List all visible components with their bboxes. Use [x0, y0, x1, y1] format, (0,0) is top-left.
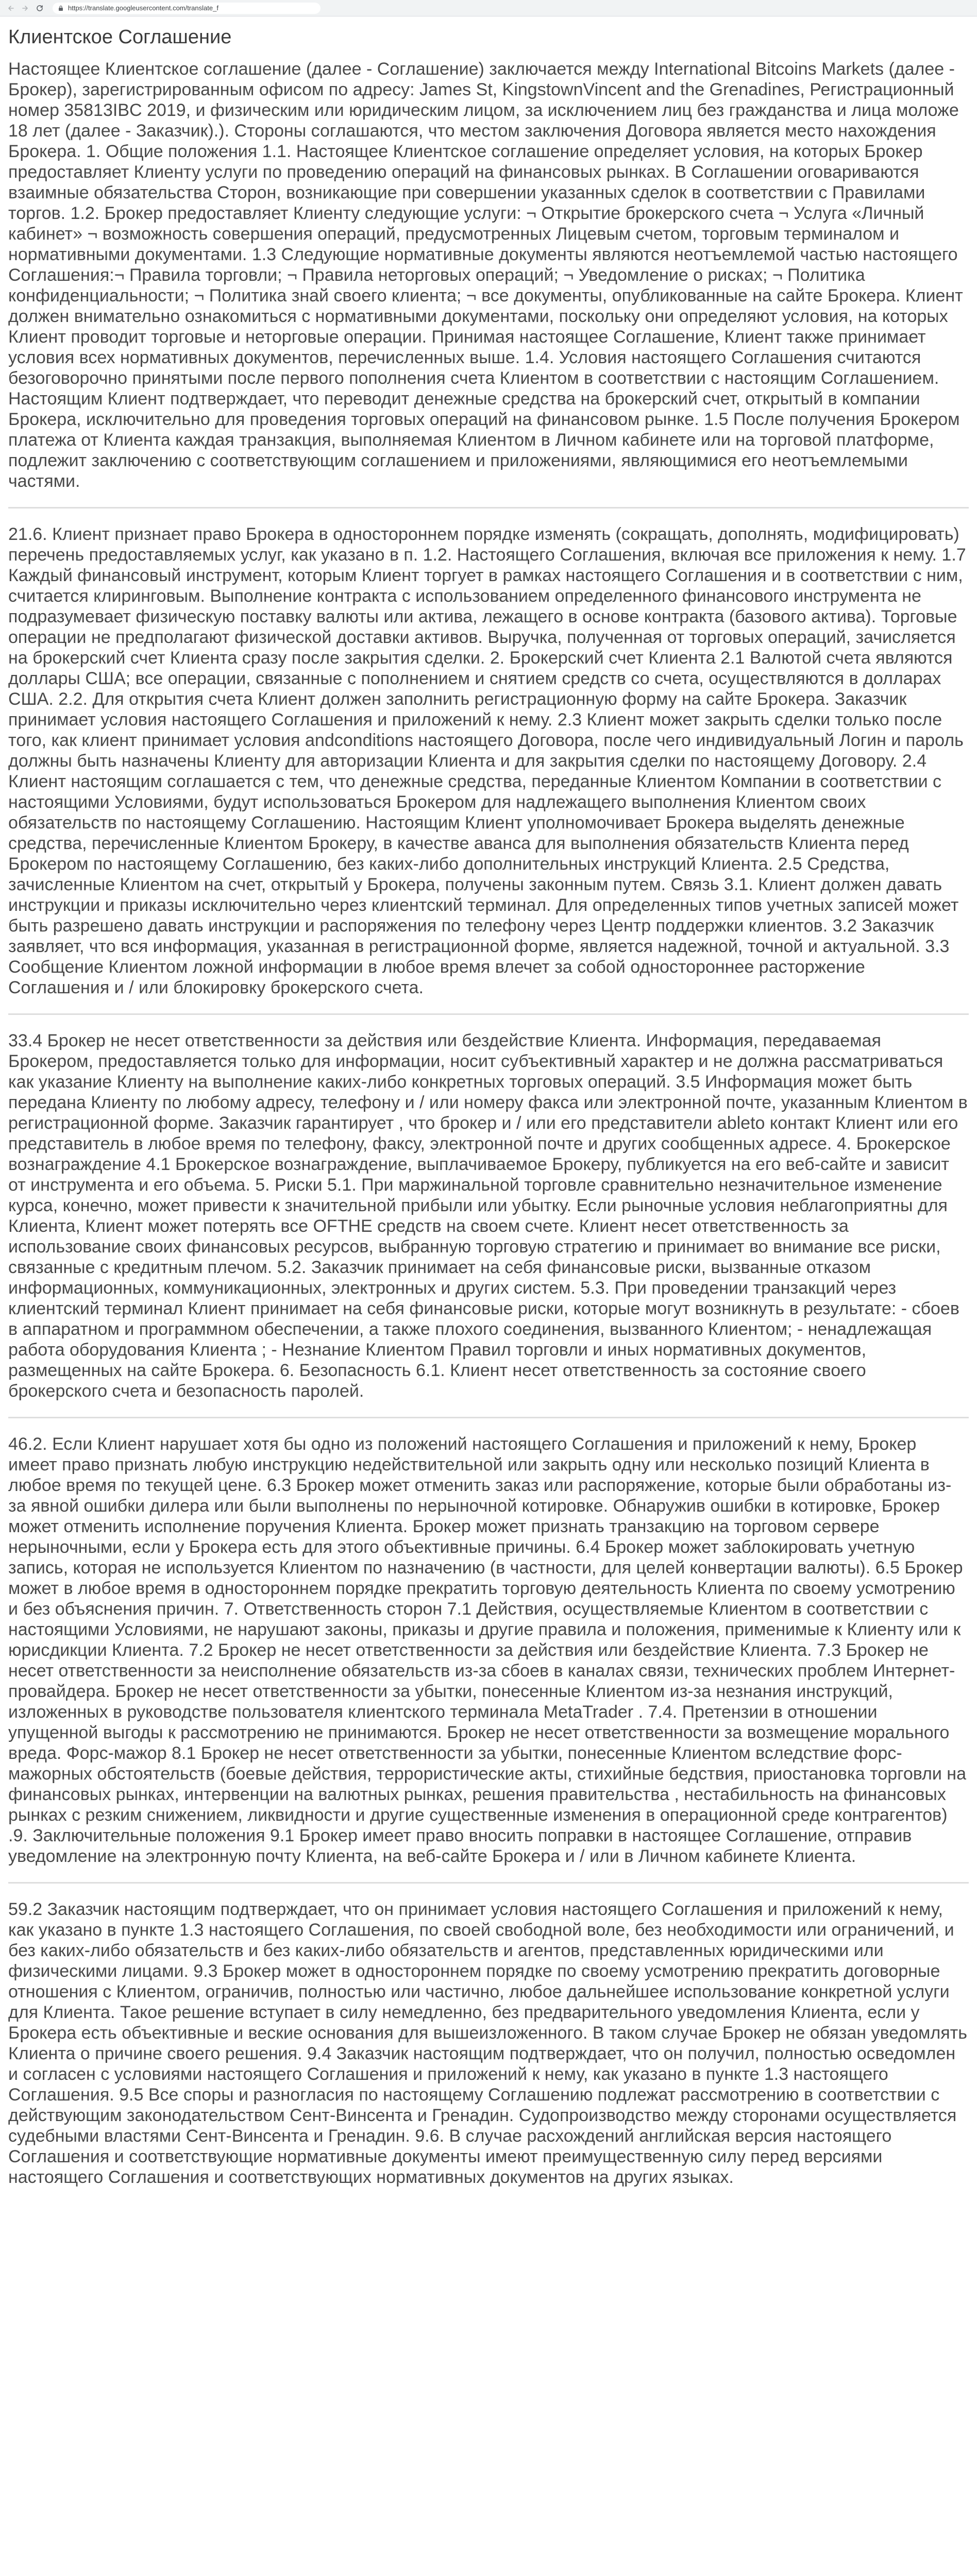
- address-bar[interactable]: [53, 3, 321, 14]
- forward-button[interactable]: [20, 3, 31, 14]
- browser-toolbar: [0, 0, 977, 16]
- paragraph-5: 59.2 Заказчик настоящим подтверждает, что он принимает условия настоящего Соглашения и приложений к нему, как указано в пункте 1.3 настоящего Соглашения, по своей свободной воле, без необходимости или ограничений, и без каких-либо обязательств и без каких-либо обязательств и агентов, представленных юридическими или физическими лицами. 9.3 Брокер может в одностороннем порядке по своему усмотрению прекратить договорные отношения с Клиентом, ограничив, полностью или частично, любое дальнейшее использование конкретной услуги для Клиента. Такое решение вступает в силу немедленно, без предварительного уведомления Клиента, если у Брокера есть объективные и веские основания для вышеизложенного. В таком случае Брокер не обязан уведомлять Клиента о причине своего решения. 9.4 Заказчик настоящим подтверждает, что он получил, полностью осведомлен и согласен с условиями настоящего Соглашения и приложений к нему, как указано в пункте 1.3 настоящего Соглашения. 9.5 Все споры и разногласия по настоящему Соглашению подлежат рассмотрению в соответствии с действующим законодательством Сент-Винсента и Гренадин. Судопроизводство между сторонами осуществляется судебными властями Сент-Винсента и Гренадин. 9.6. В случае расхождений английская версия настоящего Соглашения и соответствующие нормативные документы имеют преимущественную силу перед версиями настоящего Соглашения и соответствующих нормативных документов на других языках.: [8, 1900, 967, 2187]
- document-page: [0, 16, 977, 2218]
- paragraph-4: 46.2. Если Клиент нарушает хотя бы одно из положений настоящего Соглашения и приложений к нему, Брокер имеет право признать любую инструкцию недействительной или закрыть одну или несколько позиций Клиента в любое время по текущей цене. 6.3 Брокер может отменить заказ или распоряжение, которые были обработаны из-за явной ошибки дилера или были выполнены по нерыночной котировке. Обнаружив ошибки в котировке, Брокер может отменить исполнение поручения Клиента. Брокер может признать транзакцию на торговом сервере нерыночными, если у Брокера есть для этого объективные причины. 6.4 Брокер может заблокировать учетную запись, которая не используется Клиентом по назначению (в частности, для целей конвертации валюты). 6.5 Брокер может в любое время в одностороннем порядке прекратить торговую деятельность Клиента по своему усмотрению и без объяснения причин. 7. Ответственность сторон 7.1 Действия, осуществляемые Клиентом в соответствии с настоящими Условиями, не нарушают законы, приказы и другие правила и положения, применимые к Клиенту или к юрисдикции Клиента. 7.2 Брокер не несет ответственности за действия или бездействие Клиента. 7.3 Брокер не несет ответственности за неисполнение обязательств из-за сбоев в каналах связи, технических проблем Интернет-провайдера. Брокер не несет ответственности за убытки, понесенные Клиентом из-за незнания инструкций, изложенных в руководстве пользователя клиентского терминала MetaTrader . 7.4. Претензии в отношении упущенной выгоды к рассмотрению не принимаются. Брокер не несет ответственности за возмещение морального вреда. Форс-мажор 8.1 Брокер не несет ответственности за убытки, понесенные Клиентом вследствие форс-мажорных обстоятельств (боевые действия, террористические акты, стихийные бедствия, приостановка торговли на финансовых рынках, интервенции на валютных рынках, решения правительства , нестабильность на финансовых рынках с резким снижением, ликвидности и другие существенные изменения в операционной среде контрагентов) .9. Заключительные положения 9.1 Брокер имеет право вносить поправки в настоящее Соглашение, отправив уведомление на электронную почту Клиента, на веб-сайте Брокера и / или в Личном кабинете Клиента.: [8, 1434, 969, 1884]
- paragraph-2: 21.6. Клиент признает право Брокера в одностороннем порядке изменять (сокращать, дополнять, модифицировать) перечень предоставляемых услуг, как указано в п. 1.2. Настоящего Соглашения, включая все приложения к нему. 1.7 Каждый финансовый инструмент, которым Клиент торгует в рамках настоящего Соглашения и в соответствии с ним, считается клиринговым. Выполнение контракта с использованием определенного финансового инструмента не подразумевает физическую поставку валюты или актива, лежащего в основе контракта (базового актива). Торговые операции не предполагают физической доставки активов. Выручка, полученная от торговых операций, зачисляется на брокерский счет Клиента сразу после закрытия сделки. 2. Брокерский счет Клиента 2.1 Валютой счета являются доллары США; все операции, связанные с пополнением и снятием средств со счета, осуществляются в долларах США. 2.2. Для открытия счета Клиент должен заполнить регистрационную форму на сайте Брокера. Заказчик принимает условия настоящего Соглашения и приложений к нему. 2.3 Клиент может закрыть сделки только после того, как клиент принимает условия andconditions настоящего Договора, после чего индивидуальный Логин и пароль должны быть назначены Клиенту для авторизации Клиента и для закрытия сделки по настоящему Договору. 2.4 Клиент настоящим соглашается с тем, что денежные средства, переданные Клиентом Компании в соответствии с настоящими Условиями, будут использоваться Брокером для надлежащего выполнения Клиентом своих обязательств по настоящему Соглашению. Настоящим Клиент уполномочивает Брокера выделять денежные средства, перечисленные Клиентом Брокеру, в качестве аванса для выполнения обязательств Клиента перед Брокером по настоящему Соглашению, без каких-либо дополнительных инструкций Клиента. 2.5 Средства, зачисленные Клиентом на счет, открытый у Брокера, получены законным путем. Связь 3.1. Клиент должен давать инструкции и приказы исключительно через клиентский терминал. Для определенных типов учетных записей может быть разрешено давать инструкции и распоряжения по телефону через Центр поддержки клиентов. 3.2 Заказчик заявляет, что вся информация, указанная в регистрационной форме, является надежной, точной и актуальной. 3.3 Сообщение Клиентом ложной информации в любое время влечет за собой одностороннее расторжение Соглашения и / или блокировку брокерского счета.: [8, 524, 969, 1015]
- reload-icon: [36, 4, 44, 12]
- page-title: Клиентское Соглашение: [8, 26, 232, 48]
- paragraph-3: 33.4 Брокер не несет ответственности за действия или бездействие Клиента. Информация, передаваемая Брокером, предоставляется только для информации, носит субъективный характер и не должна рассматриваться как указание Клиенту на выполнение каких-либо конкретных торговых операций. 3.5 Информация может быть передана Клиенту по любому адресу, телефону и / или номеру факса или электронной почте, указанным Клиентом в регистрационной форме. Заказчик гарантирует , что брокер и / или его представители ableto контакт Клиент или его представитель в любое время по телефону, факсу, электронной почте и других сообщенных адресе. 4. Брокерское вознаграждение 4.1 Брокерское вознаграждение, выплачиваемое Брокеру, публикуется на его веб-сайте и зависит от инструмента и его объема. 5. Риски 5.1. При маржинальной торговле сравнительно незначительное изменение курса, конечно, может привести к значительной прибыли или убытку. Если рыночные условия неблагоприятны для Клиента, Клиент может потерять все OFTHE средств на своем счете. Клиент несет ответственность за использование своих финансовых ресурсов, выбранную торговую стратегию и принимает во внимание все риски, связанные с кредитным плечом. 5.2. Заказчик принимает на себя финансовые риски, вызванные отказом информационных, коммуникационных, электронных и других систем. 5.3. При проведении транзакций через клиентский терминал Клиент принимает на себя финансовые риски, которые могут возникнуть в результате: - сбоев в аппаратном и программном обеспечении, а также плохого соединения, вызванного Клиентом; - ненадлежащая работа оборудования Клиента ; - Незнание Клиентом Правил торговли и иных нормативных документов, размещенных на сайте Брокера. 6. Безопасность 6.1. Клиент несет ответственность за состояние своего брокерского счета и безопасность паролей.: [8, 1030, 969, 1418]
- back-button[interactable]: [5, 3, 16, 14]
- url-text: https://translate.googleusercontent.com/translate_f: [68, 4, 218, 12]
- arrow-left-icon: [7, 4, 15, 12]
- lock-icon: [58, 5, 64, 11]
- reload-button[interactable]: [34, 3, 45, 14]
- arrow-right-icon: [21, 4, 29, 12]
- paragraph-1: Настоящее Клиентское соглашение (далее - Соглашение) заключается между International Bitcoins Markets (далее - Брокер), зарегистрированным офисом по адресу: James St, KingstownVincent and the Grenadines, Регистрационный номер 35813IBC 2019, и физическим или юридическим лицом, за исключением лиц без гражданства и лица моложе 18 лет (далее - Заказчик).). Стороны соглашаются, что местом заключения Договора является место нахождения Брокера. 1. Общие положения 1.1. Настоящее Клиентское соглашение определяет условия, на которых Брокер предоставляет Клиенту услуги по проведению операций на финансовых рынках. В Соглашении оговариваются взаимные обязательства Сторон, возникающие при совершении указанных сделок в соответствии с Правилами торгов. 1.2. Брокер предоставляет Клиенту следующие услуги: ¬ Открытие брокерского счета ¬ Услуга «Личный кабинет» ¬ возможность совершения операций, предусмотренных Лицевым счетом, торговым терминалом и нормативными документами. 1.3 Следующие нормативные документы являются неотъемлемой частью настоящего Соглашения:¬ Правила торговли; ¬ Правила неторговых операций; ¬ Уведомление о рисках; ¬ Политика конфиденциальности; ¬ Политика знай своего клиента; ¬ все документы, опубликованные на сайте Брокера. Клиент должен внимательно ознакомиться с нормативными документами, поскольку они определяют условия, на которых Клиент проводит торговые и неторговые операции. Принимая настоящее Соглашение, Клиент также принимает условия всех нормативных документов, перечисленных выше. 1.4. Условия настоящего Соглашения считаются безоговорочно принятыми после первого пополнения счета Клиентом в соответствии с настоящим Соглашением. Настоящим Клиент подтверждает, что переводит денежные средства на брокерский счет, открытый в компании Брокера, исключительно для проведения торговых операций на финансовом рынке. 1.5 После получения Брокером платежа от Клиента каждая транзакция, выполняемая Клиентом в Личном кабинете или на торговой платформе, подлежит заключению с соответствующим соглашением и приложениями, являющимися его неотъемлемыми частями.: [8, 59, 969, 509]
